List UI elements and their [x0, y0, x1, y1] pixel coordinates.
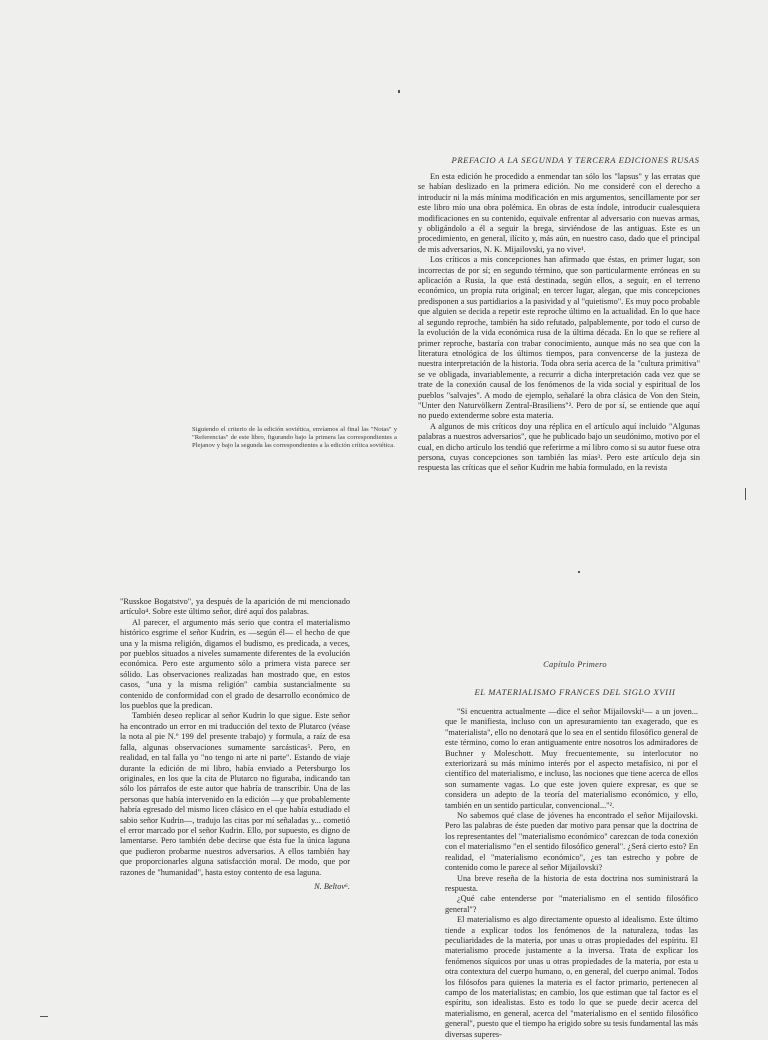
preface-paragraph: En esta edición he procedido a enmendar tan sólo los "lapsus" y las erratas que se habían deslizado en la primera edición. No me consideré con el derecho a introducir ni la más mínima modificación en mis argumentos, sencillamente por ser este libro mío una obra polémica. En obras de esta índole, introducir cualesquiera modificaciones en su contenido, equivale enfrentar al adversario con nuevas armas, y obligándolo a él a seguir la brega, sirviéndose de las antiguas. Este es un procedimiento, en general, ilícito y, más aún, en nuestro caso, dado que el principal de mis adversarios, N. K. Mijailovski, ya no vive¹.	[418, 172, 700, 254]
chapter-text	[445, 707, 698, 1040]
chapter-paragraph: ¿Qué cabe entenderse por "materialismo en el sentido filosófico general"?	[445, 894, 698, 914]
chapter-heading: EL MATERIALISMO FRANCES DEL SIGLO XVIII	[474, 687, 676, 697]
chapter-paragraph: El materialismo es algo directamente opuesto al idealismo. Este último tiende a explicar todos los fenómenos de la naturaleza, todas las peculiaridades de la materia, por unas u otras propiedades del espíritu. El materialismo procede justamente a la inversa. Trata de explicar los fenómenos síquicos por unas u otras propiedades de la materia, por esta u otra contextura del cuerpo humano, o, en general, del cuerpo animal. Todos los filósofos para quienes la materia es el factor primario, pertenecen al campo de los materialistas; en cambio, los que estiman que tal factor es el espíritu, son idealistas. Esto es todo lo que se puede decir acerca del materialismo, en general, acerca del "materialismo en el sentido filosófico general", puesto que el tiempo ha erigido sobre su tesis fundamental las más diversas superes-	[445, 915, 698, 1039]
scan-mark	[745, 488, 746, 500]
chapter-paragraph: No sabemos qué clase de jóvenes ha encontrado el señor Mijailovski. Pero las palabras de éste pueden dar motivo para pensar que la doctrina de los representantes del "materialismo económico" carezcan de toda conexión con el materialismo "en el sentido filosófico general". ¿Será cierto esto? En realidad, el "materialismo económico", ¿es tan estrecho y pobre de contenido como le parece al señor Mijailovski?	[445, 811, 698, 873]
continuation-paragraph: Al parecer, el argumento más serio que contra el materialismo histórico esgrime el señor Kudrin, es —según él— el hecho de que una y la misma religión, digamos el budismo, es predicada, a veces, por pueblos situados a niveles sumamente diferentes de la evolución económica. Pero este argumento sólo a primera vista parece ser sólido. Las observaciones realizadas han mostrado que, en estos casos, "una y la misma religión" cambia sustancialmente su contenido de conformidad con el grado de desarrollo económico de los pueblos que la predican.	[120, 617, 350, 711]
scan-mark	[40, 1016, 48, 1017]
scan-mark	[578, 571, 580, 573]
preface-heading: PREFACIO A LA SEGUNDA Y TERCERA EDICIONES RUSAS	[451, 155, 700, 165]
chapter-paragraph: Una breve reseña de la historia de esta doctrina nos suministrará la respuesta.	[445, 873, 698, 893]
preface-text	[418, 172, 700, 474]
continuation-paragraph: También deseo replicar al señor Kudrin lo que sigue. Este señor ha encontrado un error en mi traducción del texto de Plutarco (véase la nota al pie N.º 199 del presente trabajo) y formula, a raíz de esa falla, algunas observaciones sumamente sarcásticas⁵. Pero, en realidad, en tal falla yo "no tengo ni arte ni parte". Estando de viaje durante la edición de mi libro, había enviado a Petersburgo los originales, en los que la cita de Plutarco no figuraba, indicando tan sólo los párrafos de este autor que habría de transcribir. Una de las personas que había intervenido en la edición —y que probablemente habría egresado del mismo liceo clásico en el que había estudiado el sabio señor Kudrin—, tradujo las citas por mí señaladas y... cometió el error marcado por el señor Kudrin. Ello, por supuesto, es digno de lamentarse. Pero también debe decirse que ésta fue la única laguna que pudieron probarme nuestros adversarios. A ellos también hay que proporcionarles alguna satisfacción moral. De modo, que por razones de "humanidad", hasta estoy contento de esa laguna.	[120, 711, 350, 877]
chapter-label: Capítulo Primero	[543, 660, 607, 669]
chapter-paragraph: "Si encuentra actualmente —dice el señor Mijailovski¹— a un joven... que le manifiesta, incluso con un apresuramiento tan exagerado, que es "materialista", ello no denotará que lo sea en el sentido filosófico general de este término, como lo eran antiguamente entre nosotros los admiradores de Buchner y Moleschott. Muy frecuentemente, su interlocutor no exteriorizará su más mínimo interés por el aspecto metafísico, ni por el científico del materialismo, e incluso, las nociones que tiene acerca de ellos son sumamente vagas. Lo que este joven quiere expresar, es que se considera un adepto de la teoría del materialismo económico, y ello, también en un sentido particular, convencional..."².	[445, 707, 698, 810]
preface-footnote: Siguiendo el criterio de la edición soviética, envíamos al final las "Notas" y "Referencias" de este libro, figurando bajo la primera las correspondientes a Plejanov y bajo la segunda las correspondientes a la edición crítica soviética.	[192, 426, 397, 449]
preface-continuation	[120, 597, 350, 892]
author-signature: N. Beltov⁶.	[314, 881, 350, 891]
scan-mark	[398, 90, 400, 93]
continuation-paragraph: "Russkoe Bogatstvo", ya después de la aparición de mi mencionado artículo⁴. Sobre este último señor, diré aquí dos palabras.	[120, 597, 350, 617]
preface-paragraph: A algunos de mis críticos doy una réplica en el artículo aquí incluido "Algunas palabras a nuestros adversarios", que he publicado bajo un seudónimo, motivo por el cual, en dicho artículo los tendió que referirme a mí libro como si su autor fuese otra persona, cuyas concepciones son también las mías³. Pero este artículo deja sin respuesta las críticas que el señor Kudrin me había formulado, en la revista	[418, 421, 700, 473]
preface-paragraph: Los críticos a mis concepciones han afirmado que éstas, en primer lugar, son incorrectas de por sí; en segundo término, que son particularmente erróneas en su aplicación a Rusia, la que está destinada, según ellos, a seguir, en el terreno económico, un propia ruta original; en tercer lugar, alegan, que mis concepciones predisponen a sus partidiarios a la pasividad y al "quietismo". Es muy poco probable que alguien se decida a repetir este reproche último en la actualidad. En lo que hace al segundo reproche, también ha sido refutado, palpablemente, por todo el curso de la evolución de la vida económica rusa de la última década. En lo que se refiere al primer reproche, bastaría con trabar conocimiento, aunque más no sea que con la literatura etnológica de los últimos tiempos, para convencerse de la justeza de nuestra interpretación de la historia. Toda obra seria acerca de la "cultura primitiva" se ve obligada, invariablemente, a recurrir a dicha interpretación cada vez que se trate de la conexión causal de los fenómenos de la vida social y espiritual de los pueblos "salvajes". A modo de ejemplo, señalaré la obra clásica de Von den Stein, "Unter den Naturvölkern Zentral-Brasiliens"². Pero de por sí, se entiende que aquí no puedo extenderme sobre esta materia.	[418, 255, 700, 421]
